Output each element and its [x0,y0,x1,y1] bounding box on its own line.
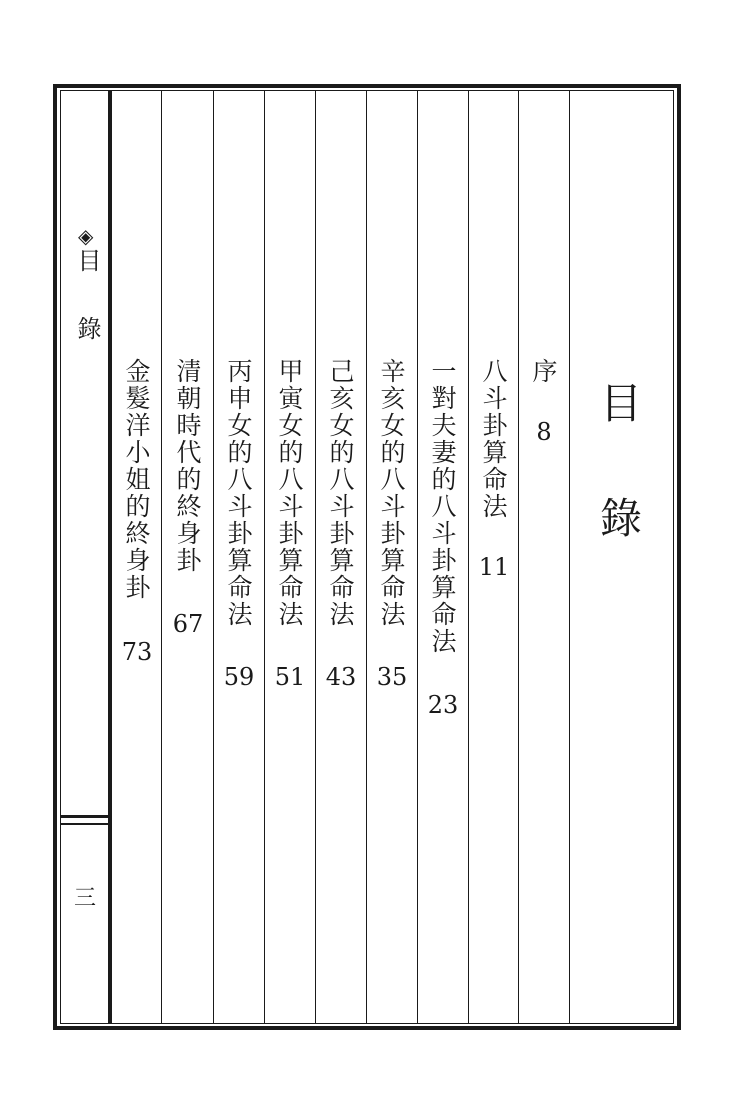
toc-entry-title[interactable]: 一對夫妻的八斗卦算命法 [428,358,457,655]
margin-rule [61,815,108,818]
column-divider [366,91,367,1023]
column-divider [161,91,162,1023]
toc-entry-title[interactable]: 序 [529,358,558,385]
page-title-char1: 目 [600,379,643,428]
toc-entry-title[interactable]: 八斗卦算命法 [479,358,508,520]
toc-entry-page: 43 [325,663,357,691]
side-header-label [75,248,99,272]
toc-entry-page: 67 [172,610,204,638]
toc-entry-title[interactable]: 辛亥女的八斗卦算命法 [377,358,406,628]
margin-divider [108,91,112,1023]
margin-rule [61,823,108,825]
side-header-char: 目 [73,248,101,272]
side-header-label [75,316,99,340]
column-divider [569,91,570,1023]
toc-entry-page: 8 [536,418,552,446]
column-divider [264,91,265,1023]
toc-entry-page: 23 [427,691,459,719]
toc-entry-page: 51 [274,663,306,691]
page-title-char2: 錄 [600,494,643,543]
toc-entry-page: 73 [121,638,153,666]
column-divider [315,91,316,1023]
toc-entry-title[interactable]: 己亥女的八斗卦算命法 [326,358,355,628]
toc-entry-page: 35 [376,663,408,691]
toc-entry-page: 59 [223,663,255,691]
page-folio: 三 [74,886,97,911]
toc-entry-title[interactable]: 金髮洋小姐的終身卦 [122,358,151,601]
toc-entry-title[interactable]: 甲寅女的八斗卦算命法 [275,358,304,628]
toc-entry-title[interactable]: 清朝時代的終身卦 [173,358,202,574]
diamond-icon: ◈ [78,224,94,248]
column-divider [213,91,214,1023]
side-header-char: 錄 [73,316,101,340]
toc-entry-title[interactable]: 丙申女的八斗卦算命法 [224,358,253,628]
toc-entry-page: 11 [478,553,510,581]
column-divider [417,91,418,1023]
inner-frame [60,90,674,1024]
